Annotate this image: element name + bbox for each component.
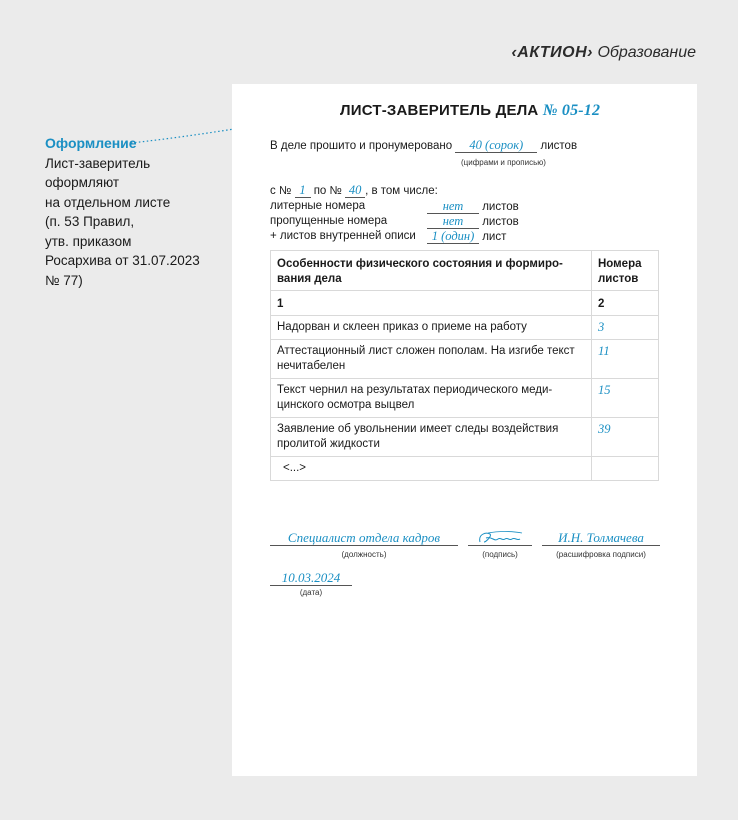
annotation-line: (п. 53 Правил, xyxy=(45,214,135,229)
count-unit: листов xyxy=(482,201,519,213)
table-header-row xyxy=(271,251,659,291)
signature-date-caption: (дата) xyxy=(299,588,323,597)
signature-mark xyxy=(468,530,532,546)
count-value-row xyxy=(427,230,506,244)
stitched-suffix: листов xyxy=(540,140,578,152)
count-value-row xyxy=(427,200,519,214)
stitched-prefix: В деле прошито и пронумеровано xyxy=(270,140,453,152)
condition-text: Текст чернил на результатах периодического меди- цинского осмотра выцвел xyxy=(271,379,592,418)
page-number xyxy=(592,457,659,481)
annotation-line: № 77) xyxy=(45,272,83,288)
brand-name: ‹АКТИОН› xyxy=(511,44,593,61)
annotation-line: утв. приказом xyxy=(45,233,132,249)
stitched-value: 40 (сорок) xyxy=(455,139,537,153)
column-index: 1 xyxy=(271,291,592,316)
signature-position: Специалист отдела кадров xyxy=(270,530,458,546)
table-index-row xyxy=(271,291,659,316)
annotation-line: на отдельном листе xyxy=(45,194,171,210)
signature-name: И.Н. Толмачева xyxy=(542,530,660,546)
signature-caption: (подпись) xyxy=(482,550,518,559)
count-label: пропущенные номера xyxy=(270,215,388,227)
page-number: 15 xyxy=(592,379,659,418)
range-mid: по № xyxy=(313,185,342,197)
range-line xyxy=(270,184,438,198)
range-to: 40 xyxy=(345,184,365,198)
column-header-condition: Особенности физического состояния и формиро- вания дела xyxy=(271,251,592,291)
condition-text: Заявление об увольнении имеет следы воздействия пролитой жидкости xyxy=(271,418,592,457)
stitched-caption: (цифрами и прописью) xyxy=(461,158,546,167)
signature-name-caption: (расшифровка подписи) xyxy=(556,550,646,559)
range-from: 1 xyxy=(295,184,311,198)
table-row xyxy=(271,418,659,457)
column-index: 2 xyxy=(592,291,659,316)
page-number: 11 xyxy=(592,340,659,379)
count-value: 1 (один) xyxy=(427,230,479,244)
count-unit: листов xyxy=(482,216,519,228)
table-row xyxy=(271,457,659,481)
signature-position-caption: (должность) xyxy=(341,550,387,559)
range-prefix: с № xyxy=(270,185,292,197)
document-title xyxy=(340,102,600,120)
annotation-title: Оформление xyxy=(45,135,137,151)
document-page xyxy=(232,84,697,776)
brand-suffix: Образование xyxy=(597,44,696,61)
signature-date: 10.03.2024 xyxy=(270,570,352,586)
count-unit: лист xyxy=(482,231,507,243)
stitched-line xyxy=(270,139,577,153)
page-number: 3 xyxy=(592,316,659,340)
page-number: 39 xyxy=(592,418,659,457)
annotation-line: Росархива от 31.07.2023 xyxy=(45,253,200,268)
range-suffix: , в том числе: xyxy=(365,185,438,197)
column-header-pages: Номера листов xyxy=(592,251,659,291)
table-row xyxy=(271,316,659,340)
annotation-line: Лист-заверитель xyxy=(45,155,151,171)
count-value: нет xyxy=(427,200,479,214)
count-value: нет xyxy=(427,215,479,229)
document-number: № 05-12 xyxy=(542,102,601,119)
table-row xyxy=(271,340,659,379)
document-title-text: ЛИСТ-ЗАВЕРИТЕЛЬ ДЕЛА xyxy=(340,102,539,119)
count-label: + листов внутренней описи xyxy=(270,230,416,242)
condition-text: <...> xyxy=(271,457,592,481)
condition-table xyxy=(270,250,659,481)
annotation-note xyxy=(45,134,225,290)
annotation-line: оформляют xyxy=(45,175,120,190)
count-label: литерные номера xyxy=(270,200,366,212)
count-value-row xyxy=(427,215,519,229)
condition-text: Аттестационный лист сложен пополам. На изгибе текст нечитабелен xyxy=(271,340,592,379)
condition-text: Надорван и склеен приказ о приеме на работу xyxy=(271,316,592,340)
handwritten-signature xyxy=(468,530,532,546)
table-row xyxy=(271,379,659,418)
